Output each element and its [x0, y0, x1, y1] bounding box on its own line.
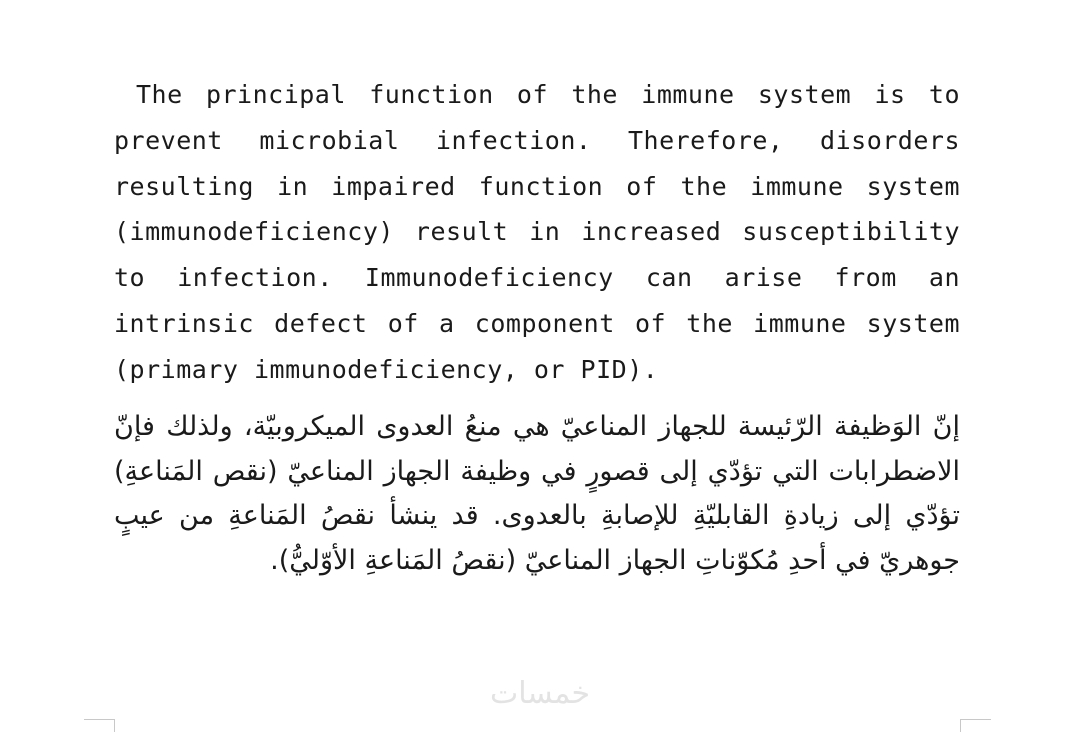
english-paragraph: The principal function of the immune system is to prevent microbial infection. Therefore, disorders resulting in impaired function of the immune system (immunodeficiency) result in increased susceptibility to infection. Immunodeficiency can arise from an intrinsic defect of a component of the immune system (primary immunodeficiency, or PID).: [114, 80, 960, 384]
watermark-logo: خمسات: [489, 676, 591, 711]
arabic-paragraph: إنّ الوَظيفة الرّئيسة للجهاز المناعيّ هي منعُ العدوى الميكروبيّة، ولذلك فإنّ الاضطرابات التي تؤدّي إلى قصورٍ في وظيفة الجهاز المناعيّ (نقص المَناعةِ) تؤدّي إلى زيادةِ القابليّةِ للإصابةِ بالعدوى. قد ينشأ نقصُ المَناعةِ من عيبٍ جوهريّ في أحدِ مُكوّناتِ الجهاز المناعيّ (نقصُ المَناعةِ الأوّليُّ).: [114, 411, 960, 576]
